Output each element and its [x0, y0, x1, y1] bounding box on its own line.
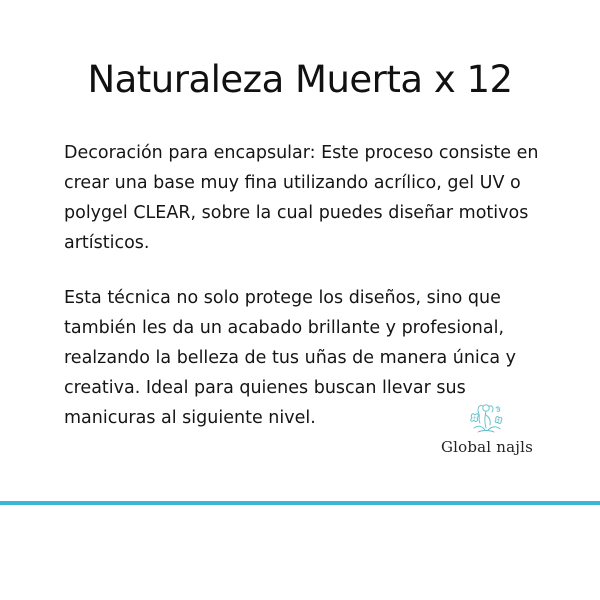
accent-divider — [0, 501, 600, 505]
woman-silhouette-flowers-icon — [466, 398, 506, 436]
description-paragraph-1: Decoración para encapsular: Este proceso consiste en crear una base muy fina utilizando acrílico, gel UV o polygel CLEAR, sobre la cual puedes diseñar motivos artísticos. — [64, 143, 539, 253]
brand-logo — [432, 398, 542, 464]
description-paragraph-2: Esta técnica no solo protege los diseños, sino que también les da un acabado brillante y profesional, realzando la belleza de tus uñas de manera única y creativa. Ideal para quienes buscan llevar sus manicuras al siguiente nivel. — [64, 288, 517, 428]
page-title: Naturaleza Muerta x 12 — [87, 58, 513, 101]
brand-name: Global najls — [440, 438, 534, 456]
